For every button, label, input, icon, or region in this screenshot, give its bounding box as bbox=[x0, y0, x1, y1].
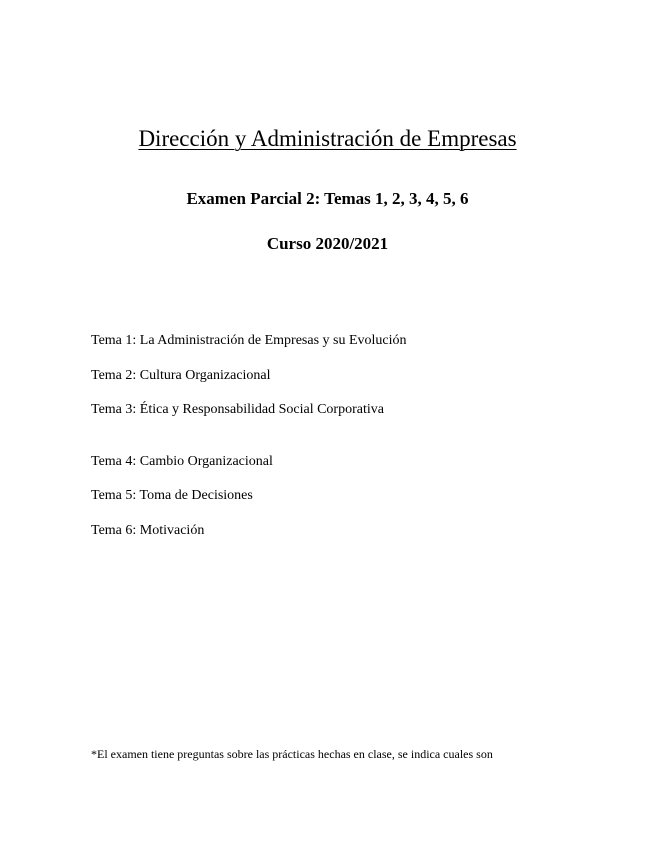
topic-item: Tema 2: Cultura Organizacional bbox=[91, 368, 271, 383]
exam-heading: Examen Parcial 2: Temas 1, 2, 3, 4, 5, 6 bbox=[186, 189, 469, 208]
course-heading: Curso 2020/2021 bbox=[266, 234, 389, 253]
topic-item: Tema 4: Cambio Organizacional bbox=[91, 454, 273, 469]
topic-item: Tema 5: Toma de Decisiones bbox=[91, 488, 253, 503]
topic-item: Tema 6: Motivación bbox=[91, 523, 205, 538]
topic-item: Tema 3: Ética y Responsabilidad Social Corporativa bbox=[91, 402, 384, 417]
footnote: *El examen tiene preguntas sobre las prácticas hechas en clase, se indica cuales son bbox=[91, 747, 493, 761]
document-title: Dirección y Administración de Empresas bbox=[138, 126, 517, 151]
topic-item: Tema 1: La Administración de Empresas y su Evolución bbox=[91, 333, 407, 348]
